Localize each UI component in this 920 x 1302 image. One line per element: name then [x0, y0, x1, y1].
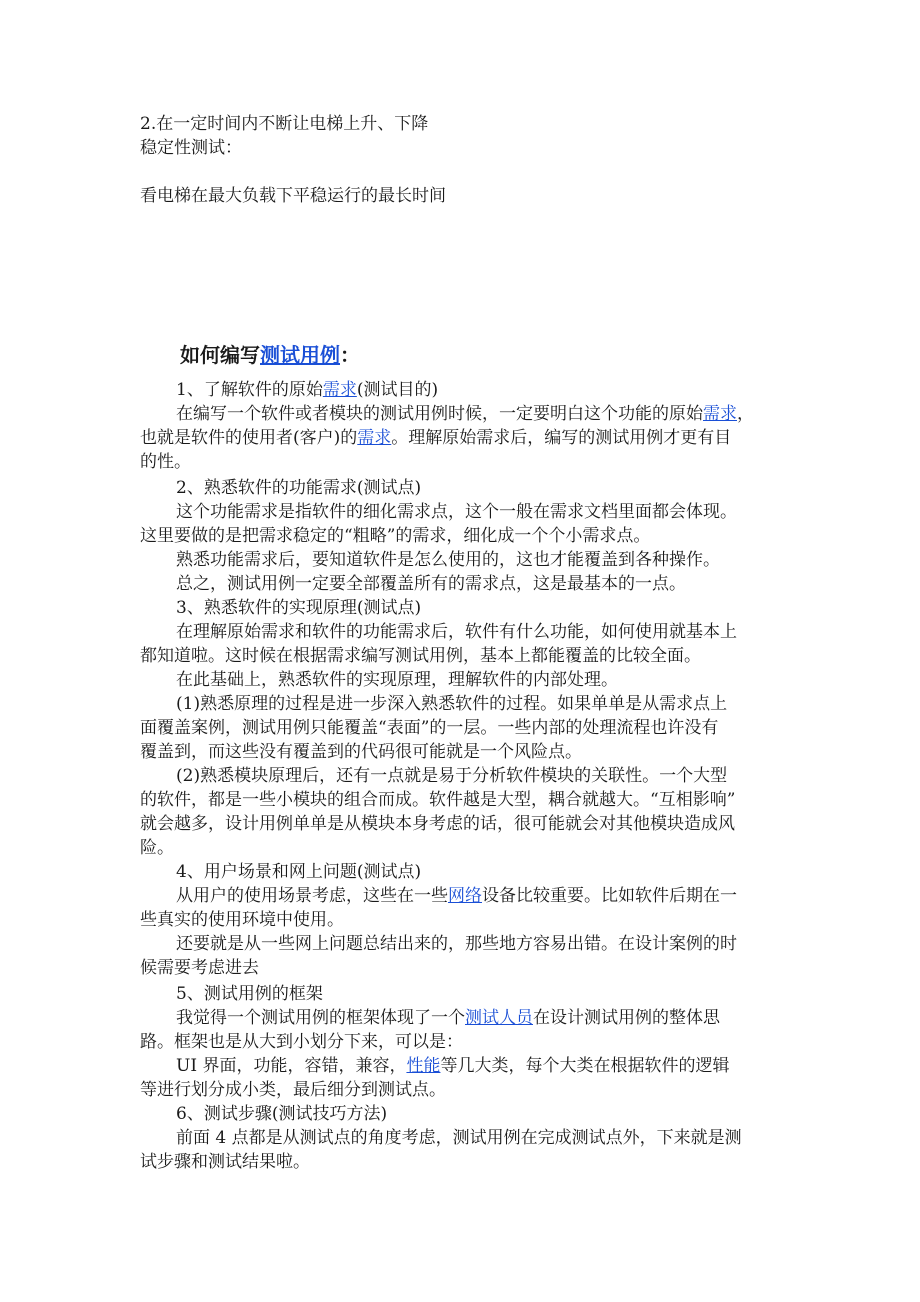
s6-p1: 前面 4 点都是从测试点的角度考虑，测试用例在完成测试点外，下来就是测 [176, 1128, 742, 1148]
s5-p3 [176, 1054, 790, 1078]
s1-p2-a: 也就是软件的使用者(客户)的 [140, 428, 358, 448]
s4-p1 [176, 884, 790, 908]
s5-p1 [176, 1006, 790, 1030]
s1-title-a: 1、了解软件的原始 [176, 380, 323, 400]
s5-p4: 等进行划分成小类，最后细分到测试点。 [140, 1080, 446, 1100]
s3-p7: (2)熟悉模块原理后，还有一点就是易于分析软件模块的关联性。一个大型 [176, 766, 728, 786]
s3-p10: 险。 [140, 838, 174, 858]
s1-title-link[interactable]: 需求 [322, 380, 357, 400]
s1-p2 [140, 426, 790, 450]
section-heading [180, 340, 360, 370]
s1-p3: 的性。 [140, 452, 191, 472]
s5-p3-b: 等几大类，每个大类在根据软件的逻辑 [440, 1056, 730, 1076]
s1-p2-link[interactable]: 需求 [357, 428, 392, 448]
heading-link-test-cases[interactable]: 测试用例 [260, 343, 340, 367]
s5-p3-a: UI 界面，功能，容错，兼容， [176, 1056, 407, 1076]
intro-line-2: 稳定性测试： [140, 138, 242, 158]
s1-p1-link[interactable]: 需求 [703, 404, 737, 424]
heading-suffix: ： [340, 343, 360, 367]
s1-title [176, 378, 790, 402]
s2-p3: 熟悉功能需求后，要知道软件是怎么使用的，这也才能覆盖到各种操作。 [176, 550, 720, 570]
s6-title: 6、测试步骤(测试技巧方法) [176, 1104, 388, 1124]
s1-title-b: (测试目的) [356, 380, 439, 400]
s1-p2-b: 。理解原始需求后，编写的测试用例才更有目 [391, 428, 732, 448]
s3-p8: 的软件，都是一些小模块的组合而成。软件越是大型，耦合就越大。“互相影响” [140, 790, 736, 810]
s4-p2: 些真实的使用环境中使用。 [140, 910, 344, 930]
s4-p4: 候需要考虑进去 [140, 958, 259, 978]
s4-p1-b: 设备比较重要。比如软件后期在一 [482, 886, 737, 906]
s5-p3-link-performance[interactable]: 性能 [406, 1056, 441, 1076]
s5-p2: 路。框架也是从大到小划分下来，可以是： [140, 1032, 463, 1052]
s2-p4: 总之，测试用例一定要全部覆盖所有的需求点，这是最基本的一点。 [176, 574, 686, 594]
s1-p1-b: ， [737, 404, 754, 424]
s3-p6: 覆盖到，而这些没有覆盖到的代码很可能就是一个风险点。 [140, 742, 582, 762]
s3-p3: 在此基础上，熟悉软件的实现原理，理解软件的内部处理。 [176, 670, 618, 690]
s5-p1-b: 在设计测试用例的整体思 [533, 1008, 720, 1028]
intro-line-1: 2.在一定时间内不断让电梯上升、下降 [140, 114, 429, 134]
s1-p1-a: 在编写一个软件或者模块的测试用例时候，一定要明白这个功能的原始 [176, 404, 703, 424]
s3-p4: (1)熟悉原理的过程是进一步深入熟悉软件的过程。如果单单是从需求点上 [176, 694, 728, 714]
heading-prefix: 如何编写 [180, 343, 260, 367]
s4-p3: 还要就是从一些网上问题总结出来的，那些地方容易出错。在设计案例的时 [176, 934, 737, 954]
s6-p2: 试步骤和测试结果啦。 [140, 1152, 310, 1172]
s5-title: 5、测试用例的框架 [176, 984, 323, 1004]
s2-title: 2、熟悉软件的功能需求(测试点) [176, 478, 422, 498]
s5-p1-a: 我觉得一个测试用例的框架体现了一个 [176, 1008, 465, 1028]
s3-p9: 就会越多，设计用例单单是从模块本身考虑的话，很可能就会对其他模块造成风 [140, 814, 735, 834]
intro-line-3: 看电梯在最大负载下平稳运行的最长时间 [140, 186, 446, 206]
s2-p2: 这里要做的是把需求稳定的“粗略”的需求，细化成一个个小需求点。 [140, 526, 651, 546]
s4-p1-link-network[interactable]: 网络 [448, 886, 482, 906]
s2-p1: 这个功能需求是指软件的细化需求点，这个一般在需求文档里面都会体现。 [176, 502, 737, 522]
s5-p1-link-testers[interactable]: 测试人员 [465, 1008, 533, 1028]
s1-p1 [176, 402, 790, 426]
s3-title: 3、熟悉软件的实现原理(测试点) [176, 598, 422, 618]
s3-p5: 面覆盖案例，测试用例只能覆盖“表面”的一层。一些内部的处理流程也许没有 [140, 718, 719, 738]
s3-p2: 都知道啦。这时候在根据需求编写测试用例，基本上都能覆盖的比较全面。 [140, 646, 701, 666]
s3-p1: 在理解原始需求和软件的功能需求后，软件有什么功能，如何使用就基本上 [176, 622, 737, 642]
s4-p1-a: 从用户的使用场景考虑，这些在一些 [176, 886, 448, 906]
s4-title: 4、用户场景和网上问题(测试点) [176, 862, 422, 882]
